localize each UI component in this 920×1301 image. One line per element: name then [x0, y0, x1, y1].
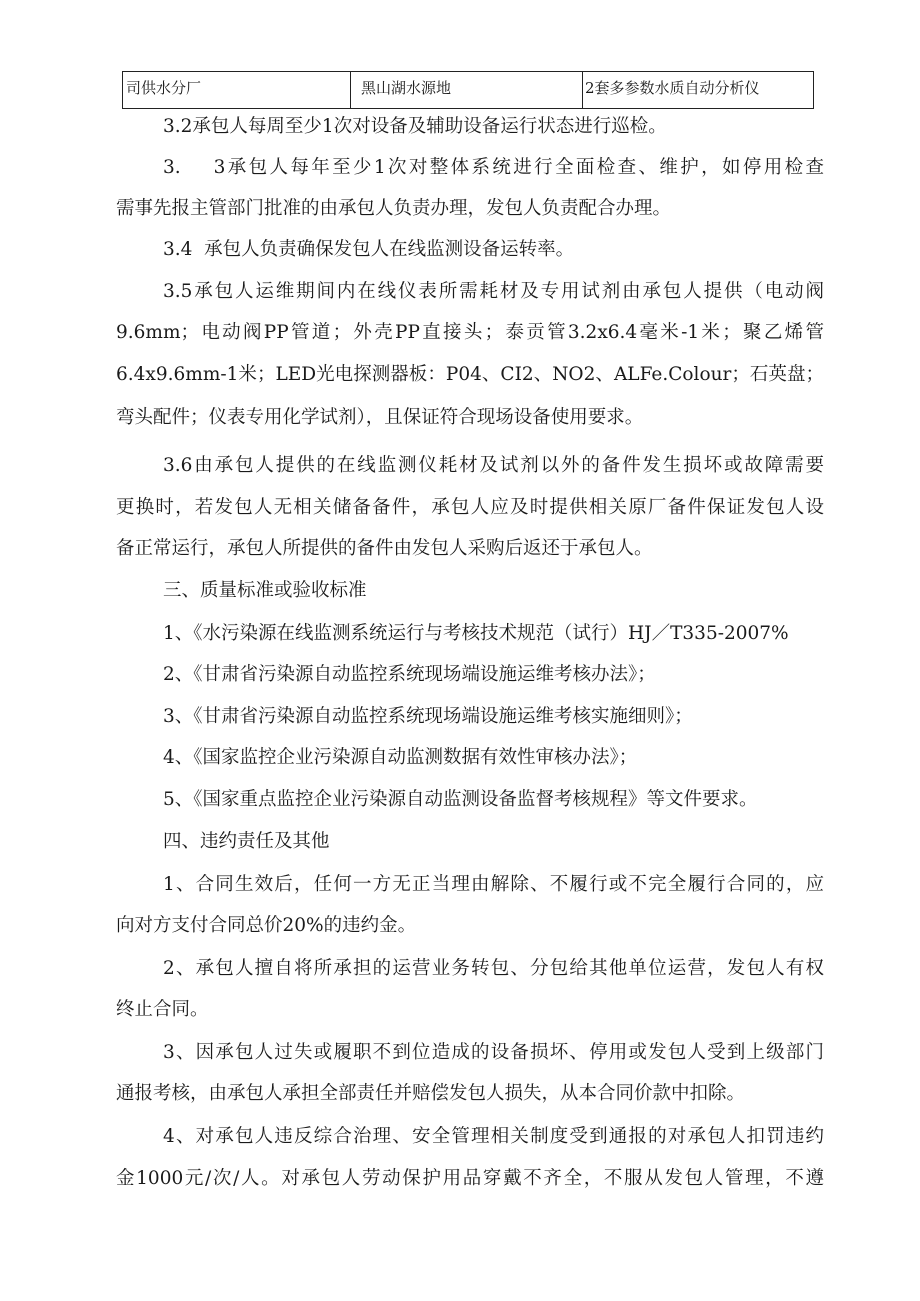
text-line: 3、《甘肃省污染源自动监控系统现场端设施运维考核实施细则》； [163, 706, 693, 727]
text-line: 6.4x9.6mm-1米；LED光电探测器板：P04、CI2、NO2、ALFe.Colour；石英盘； [116, 364, 824, 385]
table-cell-equipment: 2套多参数水质自动分析仪 [585, 79, 760, 97]
text-line: 1、合同生效后，任何一方无正当理由解除、不履行或不完全履行合同的，应 [163, 874, 824, 895]
text-line: 3. 3承包人每年至少1次对整体系统进行全面检查、维护，如停用检查 [163, 157, 824, 178]
table-cell-unit: 司供水分厂 [123, 72, 351, 108]
text-line: 终止合同。 [116, 999, 209, 1020]
text-line: 金1000元/次/人。对承包人劳动保护用品穿戴不齐全，不服从发包人管理，不遵 [116, 1168, 824, 1189]
text-line: 4、《国家监控企业污染源自动监测数据有效性审核办法》； [163, 747, 638, 768]
text-line: 弯头配件；仪表专用化学试剂），且保证符合现场设备使用要求。 [116, 407, 644, 428]
text-line: 2、《甘肃省污染源自动监控系统现场端设施运维考核办法》； [163, 664, 656, 685]
text-line: 4、对承包人违反综合治理、安全管理相关制度受到通报的对承包人扣罚违约 [163, 1126, 824, 1147]
text-line: 3.2承包人每周至少1次对设备及辅助设备运行状态进行巡检。 [163, 116, 667, 137]
text-line: 更换时，若发包人无相关储备备件，承包人应及时提供相关原厂备件保证发包人设 [116, 497, 824, 518]
text-line: 需事先报主管部门批准的由承包人负责办理，发包人负责配合办理。 [116, 198, 672, 219]
text-line: 3.5承包人运维期间内在线仪表所需耗材及专用试剂由承包人提供（电动阀 [163, 281, 824, 302]
text-line: 1、《水污染源在线监测系统运行与考核技术规范（试行）HJ／T335-2007% [163, 623, 789, 644]
text-line: 3.6由承包人提供的在线监测仪耗材及试剂以外的备件发生损坏或故障需要 [163, 455, 824, 476]
equipment-table-row [122, 71, 814, 109]
text-line: 备正常运行，承包人所提供的备件由发包人采购后返还于承包人。 [116, 538, 653, 559]
section-heading: 三、质量标准或验收标准 [163, 580, 367, 601]
text-line: 通报考核，由承包人承担全部责任并赔偿发包人损失，从本合同价款中扣除。 [116, 1083, 746, 1104]
section-heading: 四、违约责任及其他 [163, 831, 330, 852]
text-line: 3.4 承包人负责确保发包人在线监测设备运转率。 [163, 239, 575, 260]
text-line: 9.6mm；电动阀PP管道；外壳PP直接头；泰贡管3.2x6.4毫米-1米；聚乙烯管 [116, 322, 824, 343]
text-line: 5、《国家重点监控企业污染源自动监测设备监督考核规程》等文件要求。 [163, 789, 758, 810]
text-line: 2、承包人擅自将所承担的运营业务转包、分包给其他单位运营，发包人有权 [163, 958, 824, 979]
text-line: 向对方支付合同总价20%的违约金。 [116, 915, 417, 936]
text-line: 3、因承包人过失或履职不到位造成的设备损坏、停用或发包人受到上级部门 [163, 1042, 824, 1063]
table-cell-location: 黑山湖水源地 [351, 72, 583, 108]
